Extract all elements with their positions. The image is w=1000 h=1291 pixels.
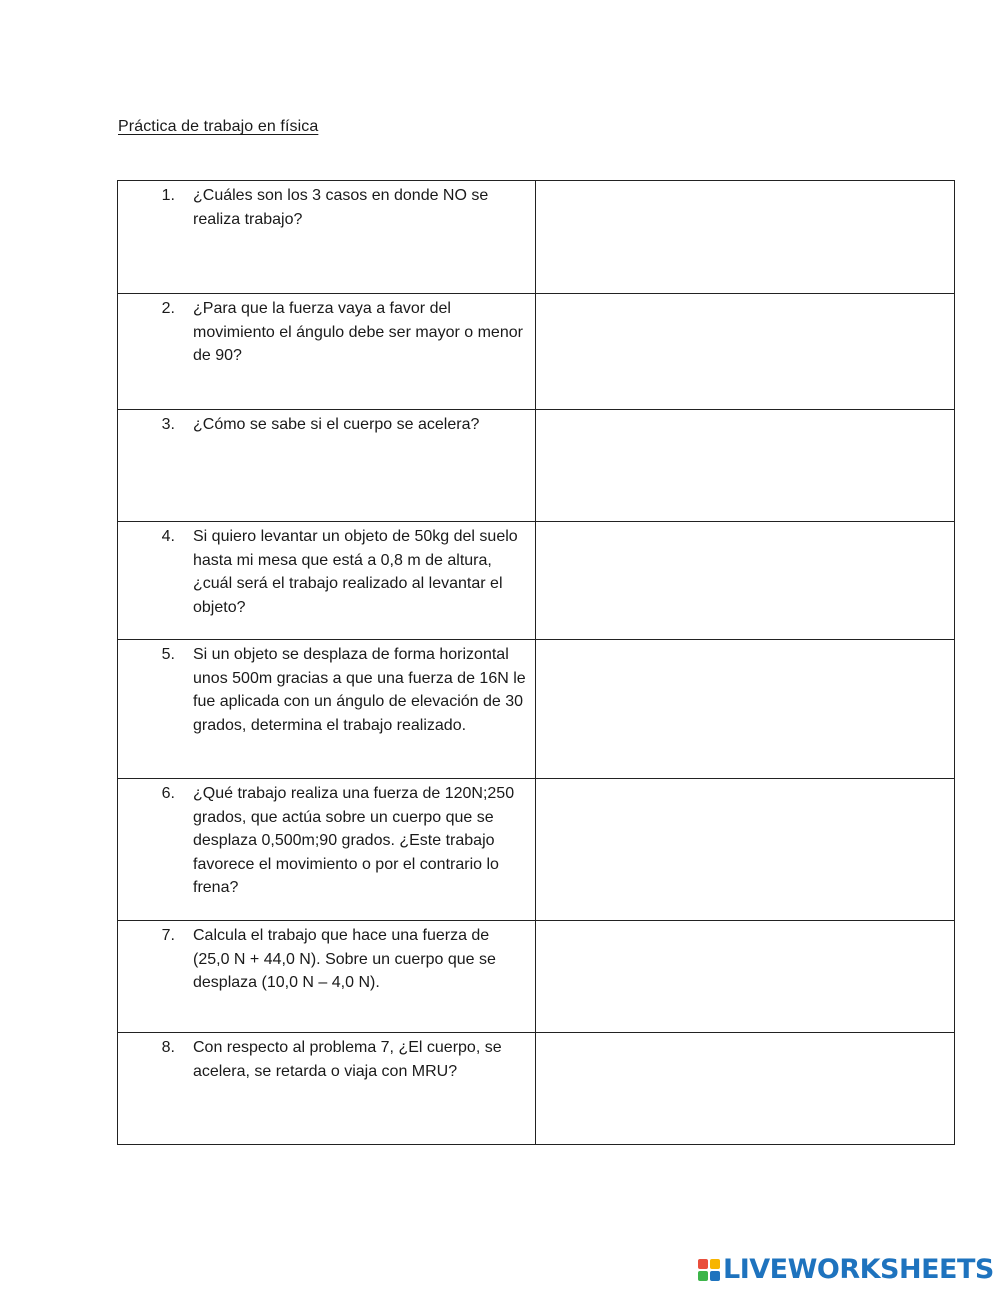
question-number: 2. [161,300,175,317]
question-number: 4. [161,528,175,545]
question-row [118,294,955,410]
answer-cell[interactable] [536,410,955,522]
question-cell [118,522,536,640]
question-row [118,779,955,921]
question-row [118,1033,955,1145]
questions-table [117,180,955,1145]
question-cell [118,921,536,1033]
question-number: 8. [161,1039,175,1056]
logo-square [698,1259,708,1269]
question-number: 3. [161,416,175,433]
question-text: ¿Para que la fuerza vaya a favor del movimiento el ángulo debe ser mayor o menor de 90? [193,300,523,364]
logo-square [698,1271,708,1281]
question-cell [118,181,536,294]
answer-cell[interactable] [536,181,955,294]
logo-text: LIVEWORKSHEETS [723,1254,994,1285]
question-cell [118,294,536,410]
question-text: Con respecto al problema 7, ¿El cuerpo, se acelera, se retarda o viaja con MRU? [193,1039,502,1080]
question-row [118,410,955,522]
question-row [118,522,955,640]
question-row [118,921,955,1033]
liveworksheets-logo [698,1255,994,1285]
answer-cell[interactable] [536,522,955,640]
answer-cell[interactable] [536,921,955,1033]
question-row [118,181,955,294]
answer-cell[interactable] [536,1033,955,1145]
question-cell [118,1033,536,1145]
logo-mark-icon [698,1259,720,1281]
answer-cell[interactable] [536,294,955,410]
question-cell [118,640,536,779]
logo-square [710,1259,720,1269]
question-text: Si un objeto se desplaza de forma horizontal unos 500m gracias a que una fuerza de 16N le fue aplicada con un ángulo de elevación de 30 grados, determina el trabajo realizado. [193,646,526,734]
question-cell [118,410,536,522]
question-number: 1. [161,187,175,204]
question-number: 5. [161,646,175,663]
question-text: ¿Qué trabajo realiza una fuerza de 120N;250 grados, que actúa sobre un cuerpo que se desplaza 0,500m;90 grados. ¿Este trabajo favorece el movimiento o por el contrario lo frena? [193,785,515,896]
logo-square [710,1271,720,1281]
answer-cell[interactable] [536,779,955,921]
question-row [118,640,955,779]
question-text: Calcula el trabajo que hace una fuerza de (25,0 N + 44,0 N). Sobre un cuerpo que se desplaza (10,0 N – 4,0 N). [193,927,496,991]
question-cell [118,779,536,921]
question-text: Si quiero levantar un objeto de 50kg del suelo hasta mi mesa que está a 0,8 m de altura, ¿cuál será el trabajo realizado al levantar el objeto? [193,528,518,616]
question-text: ¿Cómo se sabe si el cuerpo se acelera? [193,416,480,433]
question-text: ¿Cuáles son los 3 casos en donde NO se realiza trabajo? [193,187,489,228]
answer-cell[interactable] [536,640,955,779]
question-number: 7. [161,927,175,944]
page-title: Práctica de trabajo en física [118,118,319,135]
question-number: 6. [161,785,175,802]
